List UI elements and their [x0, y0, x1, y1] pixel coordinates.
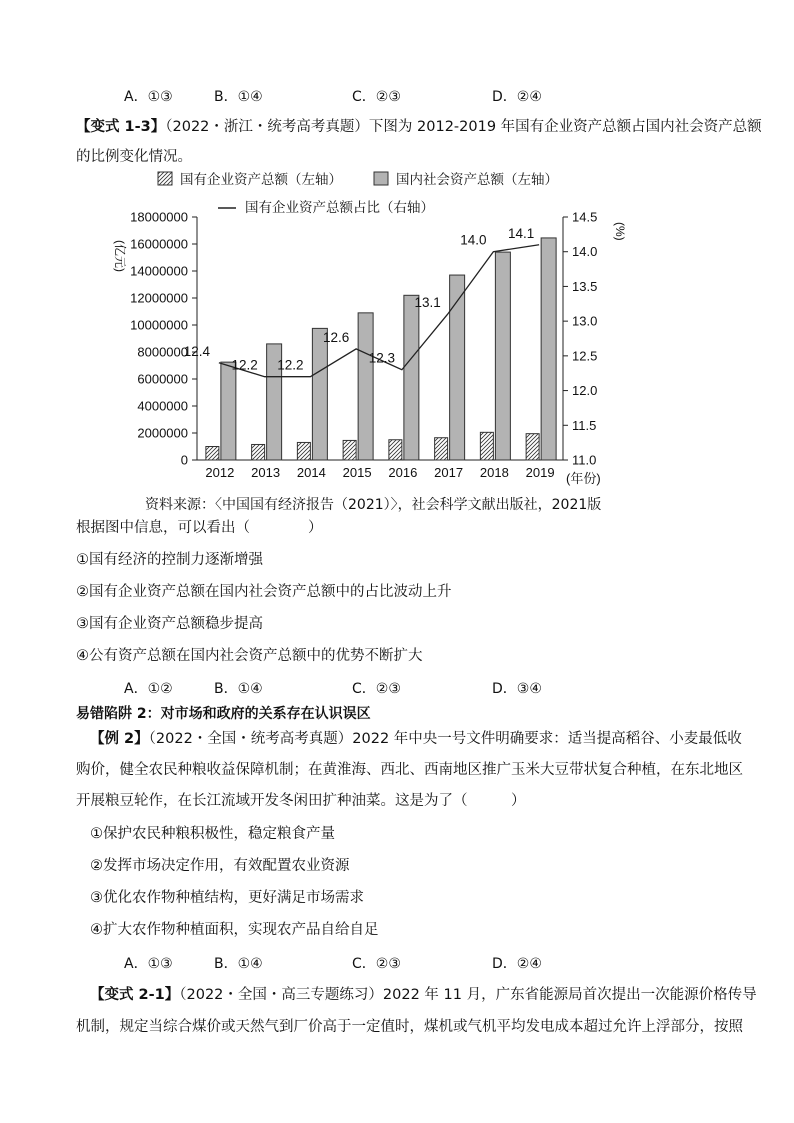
x-tick-label: 2015 [342, 465, 372, 480]
example-source: （2022・全国・统考高考真题） [148, 731, 353, 747]
bar-social-assets [358, 313, 373, 460]
legend-label-soe: 国有企业资产总额（左轴） [180, 172, 342, 187]
q1-option-d: D．③④ [492, 681, 542, 697]
bar-soe-assets [526, 434, 539, 460]
legend [158, 171, 558, 215]
example-text-1: 2022 年中央一号文件明确要求：适当提高稻谷、小麦最低收 [352, 731, 742, 747]
x-tick-label: 2012 [205, 465, 235, 480]
variant-2-1-line1 [90, 985, 757, 1005]
bar-soe-assets [480, 432, 493, 460]
bar-social-assets [221, 362, 236, 460]
variant-1-3-line1 [76, 117, 762, 137]
example-2-item-2: ②发挥市场决定作用，有效配置农业资源 [90, 858, 350, 874]
left-tick-label: 6000000 [137, 371, 188, 387]
ratio-data-label: 13.1 [414, 295, 441, 311]
example-2-item-1: ①保护农民种粮积极性，稳定粮食产量 [90, 826, 335, 842]
variant-text-1: 下图为 2012-2019 年国有企业资产总额占国内社会资产总额 [368, 119, 762, 135]
left-tick-label: 0 [180, 452, 188, 468]
left-tick-label: 14000000 [130, 263, 188, 279]
bar-soe-assets [343, 440, 356, 460]
q1-option-c: C．②③ [352, 681, 401, 697]
bar-soe-assets [252, 444, 265, 460]
example-tag: 【例 2】 [90, 731, 149, 747]
example-2-line3: 开展粮豆轮作，在长江流域开发冬闲田扩种油菜。这是为了（ ） [76, 793, 526, 809]
bar-soe-assets [389, 440, 402, 460]
left-tick-label: 4000000 [137, 398, 188, 414]
example-2-item-3: ③优化农作物种植结构，更好满足市场需求 [90, 890, 364, 906]
q1-item-4: ④公有资产总额在国内社会资产总额中的优势不断扩大 [76, 648, 423, 664]
left-tick-label: 10000000 [130, 317, 188, 333]
x-tick-label: 2017 [434, 465, 464, 480]
x-tick-label: 2014 [296, 465, 326, 480]
option-d: D．②④ [492, 89, 542, 105]
right-tick-label: 13.0 [572, 313, 598, 329]
right-tick-label: 11.5 [572, 417, 597, 433]
ex2-option-c: C．②③ [352, 956, 401, 972]
left-tick-label: 2000000 [137, 425, 188, 441]
right-tick-label: 11.0 [572, 452, 597, 468]
left-axis-unit: (亿元) [113, 240, 127, 272]
bar-social-assets [495, 252, 510, 460]
right-axis-unit: (%) [613, 222, 627, 241]
chart [0, 165, 794, 495]
x-tick-label: 2013 [251, 465, 281, 480]
bar-soe-assets [206, 447, 219, 461]
q1-item-1: ①国有经济的控制力逐渐增强 [76, 552, 263, 568]
x-tick-label: 2016 [388, 465, 418, 480]
right-tick-label: 14.5 [572, 209, 598, 225]
example-2-line2: 购价，健全农民种粮收益保障机制；在黄淮海、西北、西南地区推广玉米大豆带状复合种植，在东北地区 [76, 762, 743, 778]
ratio-data-label: 12.2 [277, 357, 304, 373]
right-tick-label: 13.5 [572, 278, 598, 294]
q1-item-2: ②国有企业资产总额在国内社会资产总额中的占比波动上升 [76, 584, 452, 600]
q1-item-3: ③国有企业资产总额稳步提高 [76, 616, 263, 632]
ratio-data-label: 12.4 [183, 343, 211, 359]
variant-2-1-text-1: 2022 年 11 月，广东省能源局首次提出一次能源价格传导 [382, 987, 757, 1003]
q1-option-a: A．①② [124, 681, 173, 697]
ratio-data-label: 12.2 [231, 357, 258, 373]
right-tick-label: 14.0 [572, 244, 598, 260]
legend-label-ratio: 国有企业资产总额占比（右轴） [245, 200, 434, 215]
legend-label-social: 国内社会资产总额（左轴） [396, 172, 558, 187]
x-tick-label: 2019 [525, 465, 555, 480]
chart-source: 资料来源：〈中国国有经济报告（2021）〉，社会科学文献出版社，2021版 [145, 497, 602, 513]
bar-social-assets [312, 328, 327, 460]
variant-source: （2022・浙江・统考高考真题） [165, 119, 369, 135]
option-c: C．②③ [352, 89, 401, 105]
q1-option-b: B．①④ [214, 681, 263, 697]
option-a: A．①③ [124, 89, 173, 105]
right-tick-label: 12.0 [572, 383, 598, 399]
bar-soe-assets [435, 438, 448, 460]
x-tick-label: 2018 [479, 465, 509, 480]
bar-social-assets [404, 295, 419, 460]
left-tick-label: 8000000 [137, 344, 188, 360]
q1-stem: 根据图中信息，可以看出（ ） [76, 520, 323, 536]
bar-social-assets [450, 275, 465, 460]
variant-2-1-source: （2022・全国・高三专题练习） [179, 987, 383, 1003]
right-tick-label: 12.5 [572, 348, 598, 364]
example-2-line1 [90, 729, 742, 749]
variant-1-3-line2: 的比例变化情况。 [76, 149, 192, 165]
x-axis-unit: (年份) [566, 471, 601, 486]
legend-gray-swatch [374, 172, 388, 185]
ratio-data-label: 12.3 [368, 350, 396, 366]
ex2-option-b: B．①④ [214, 956, 263, 972]
example-2-item-4: ④扩大农作物种植面积，实现农产品自给自足 [90, 922, 379, 938]
option-b: B．①④ [214, 89, 263, 105]
ratio-data-label: 14.1 [507, 225, 535, 241]
ratio-data-label: 12.6 [322, 329, 350, 345]
variant-2-1-tag: 【变式 2-1】 [90, 987, 180, 1003]
left-tick-label: 16000000 [130, 236, 188, 252]
ex2-option-d: D．②④ [492, 956, 542, 972]
left-tick-label: 18000000 [130, 209, 188, 225]
trap-2-heading: 易错陷阱 2：对市场和政府的关系存在认识误区 [76, 706, 371, 722]
ex2-option-a: A．①③ [124, 956, 173, 972]
variant-2-1-line2: 机制，规定当综合煤价或天然气到厂价高于一定值时，煤机或气机平均发电成本超过允许上浮部分，按照 [76, 1019, 743, 1035]
variant-tag: 【变式 1-3】 [76, 119, 166, 135]
ratio-data-label: 14.0 [460, 232, 487, 248]
bar-social-assets [541, 238, 556, 460]
legend-hatch-swatch [158, 172, 172, 185]
bar-soe-assets [297, 442, 310, 460]
left-tick-label: 12000000 [130, 290, 188, 306]
